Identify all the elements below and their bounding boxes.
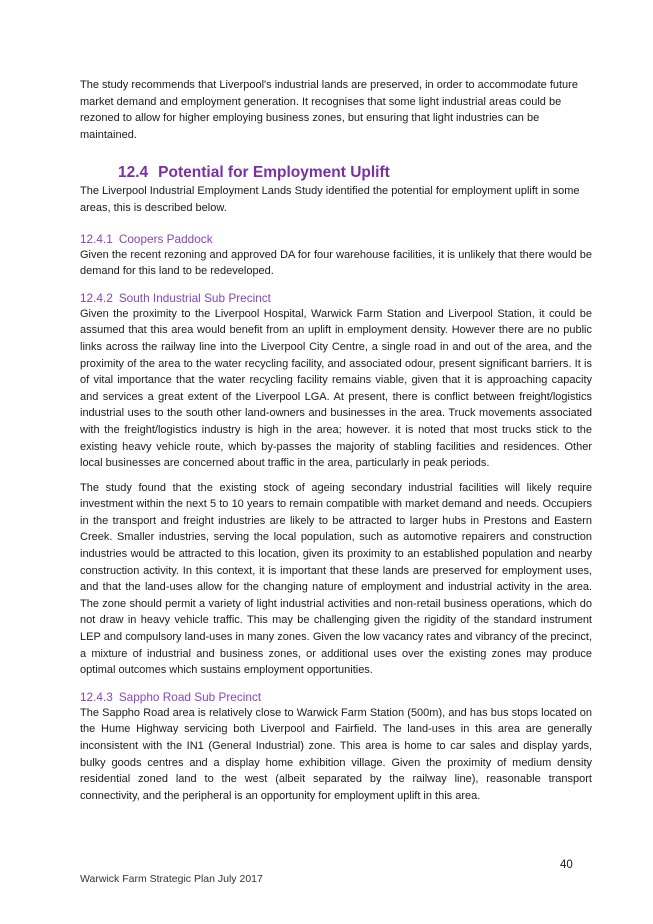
section-intro: The Liverpool Industrial Employment Lands Study identified the potential for employment uplift in some areas, this is described below. — [80, 185, 580, 214]
subsection-paragraph: The study found that the existing stock of ageing secondary industrial facilities will likely require investment within the next 5 to 10 years to remain compatible with market demand and needs. Occupiers in the transport and freight industries are likely to be attracted to larger hubs in Prestons and Eastern Creek. Smaller industries, serving the local population, such as automotive repairers and construction industries would be attracted to this location, given its proximity to an established population and nearby construction activity. In this context, it is important that these lands are preserved for employment uses, and that the land-uses allow for the changing nature of employment and industrial activity in the area. The zone should permit a variety of light industrial activities and non-retail business operations, which do not draw in heavy vehicle traffic. This may be challenging given the rigidity of the standard instrument LEP and compulsory land-uses in many zones. Given the low vacancy rates and vibrancy of the precinct, a mixture of industrial and business zones, or additional uses over the existing zones may produce optimal outcomes which sustains employment opportunities. — [80, 481, 592, 677]
subsection-paragraph: Given the recent rezoning and approved DA for four warehouse facilities, it is unlikely that there would be demand for this land to be redeveloped. — [80, 248, 592, 278]
section-title: Potential for Employment Uplift — [158, 164, 390, 182]
subsection-title: South Industrial Sub Precinct — [118, 290, 271, 305]
subsection-paragraph: The Sappho Road area is relatively close to Warwick Farm Station (500m), and has bus stops located on the Hume Highway servicing both Liverpool and Fairfield. The land-uses in this area are generally inconsistent with the IN1 (General Industrial) zone. This area is home to car sales and display yards, bulky goods centres and a display home exhibition village. Given the proximity of medium density residential zoned land to the west (albeit separated by the railway line), reasonable transport connectivity, and the peripheral is an opportunity for employment uplift in this area. — [80, 706, 592, 802]
subsection-heading — [80, 689, 592, 705]
page-number: 40 — [560, 859, 573, 871]
subsection-number: 12.4.2 — [80, 290, 113, 305]
subsection-paragraph: Given the proximity to the Liverpool Hospital, Warwick Farm Station and Liverpool Station, it could be assumed that this area would benefit from an uplift in employment density. However there are no public links across the railway line into the Liverpool City Centre, a single road in and out of the area, and the proximity of the area to the water recycling facility, and associated odour, present significant barriers. It is of vital importance that the water recycling facility remains viable, given that it is approaching capacity and services a great extent of the Liverpool LGA. At present, there is conflict between freight/logistics industrial uses to the south other land-owners and businesses in the area. Truck movements associated with the freight/logistics industry is high in the area; however. it is noted that most trucks stick to the existing heavy vehicle route, which by-passes the majority of stabling facilities and residences. Other local businesses are concerned about traffic in the area, particularly in peak periods. — [80, 307, 592, 470]
section-number: 12.4 — [118, 164, 149, 182]
section-heading — [118, 163, 592, 183]
subsection-heading — [80, 290, 592, 306]
subsection-heading — [80, 231, 592, 247]
page-footer: Warwick Farm Strategic Plan July 2017 — [80, 873, 263, 885]
subsection-title: Sappho Road Sub Precinct — [118, 689, 262, 704]
intro-paragraph: The study recommends that Liverpool's industrial lands are preserved, in order to accommodate future market demand and employment generation. It recognises that some light industrial areas could be rezoned to allow for higher employing business zones, but ensuring that light industries can be maintained. — [80, 79, 578, 141]
subsection-number: 12.4.1 — [80, 231, 113, 246]
subsection-number: 12.4.3 — [80, 689, 113, 704]
subsection-title: Coopers Paddock — [118, 231, 213, 246]
page-content — [80, 77, 592, 804]
